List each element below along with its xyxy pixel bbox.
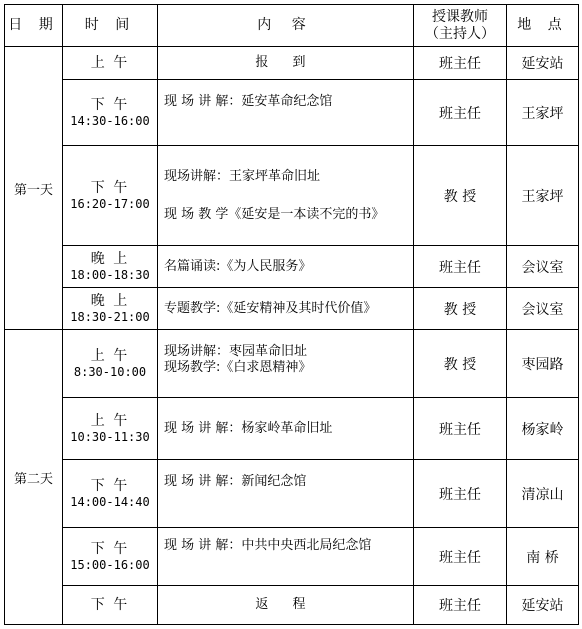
table-row: [5, 146, 579, 246]
content-line: 现场教学:《白求恩精神》: [164, 360, 312, 375]
table-row: [5, 288, 579, 330]
time-period: 下 午: [90, 179, 130, 196]
time-period: 下 午: [90, 477, 130, 494]
place-cell: 杨家岭: [507, 398, 579, 460]
table-row: [5, 460, 579, 528]
table-row: [5, 246, 579, 288]
time-period: 下 午: [90, 96, 130, 113]
content-line: 报 到: [255, 55, 316, 70]
content-line: 名篇诵读:《为人民服务》: [164, 258, 312, 274]
teacher-cell: 班主任: [414, 47, 507, 80]
header-place: 地 点: [507, 5, 579, 47]
time-cell: [63, 528, 158, 586]
teacher-cell: 班主任: [414, 528, 507, 586]
content-cell: [158, 460, 414, 528]
header-time: 时 间: [63, 5, 158, 47]
content-cell: [158, 330, 414, 398]
place-cell: 清凉山: [507, 460, 579, 528]
place-cell: 延安站: [507, 586, 579, 625]
time-range: 14:30-16:00: [70, 113, 150, 128]
time-cell: [63, 460, 158, 528]
time-range: 18:00-18:30: [70, 267, 150, 282]
time-period: 上 午: [90, 55, 130, 71]
teacher-cell: 班主任: [414, 460, 507, 528]
content-line: 现场讲解：王家坪革命旧址: [164, 168, 321, 184]
header-teacher-line1: 授课教师: [432, 8, 488, 25]
header-teacher: [414, 5, 507, 47]
time-cell: [63, 330, 158, 398]
content-cell: [158, 586, 414, 625]
time-period: 下 午: [90, 540, 130, 557]
content-line: 现场讲解：枣园革命旧址: [164, 344, 308, 359]
place-cell: 王家坪: [507, 146, 579, 246]
content-line: 专题教学:《延安精神及其时代价值》: [164, 300, 377, 316]
time-cell: [63, 146, 158, 246]
time-cell: [63, 246, 158, 288]
time-cell: [63, 288, 158, 330]
place-cell: 延安站: [507, 47, 579, 80]
time-cell: [63, 398, 158, 460]
teacher-cell: 教 授: [414, 288, 507, 330]
content-cell: [158, 246, 414, 288]
content-cell: [158, 288, 414, 330]
table-row: [5, 528, 579, 586]
table-row: [5, 398, 579, 460]
table-row: [5, 330, 579, 398]
day-label: 第一天: [5, 47, 63, 330]
teacher-cell: 教 授: [414, 146, 507, 246]
time-period: 上 午: [90, 412, 130, 429]
place-cell: 会议室: [507, 246, 579, 288]
time-range: 16:20-17:00: [70, 196, 150, 211]
teacher-cell: 班主任: [414, 246, 507, 288]
content-cell: [158, 47, 414, 80]
teacher-cell: 班主任: [414, 398, 507, 460]
content-cell: [158, 528, 414, 586]
content-line: 现 场 讲 解：延安革命纪念馆: [164, 94, 333, 109]
header-teacher-line2: （主持人）: [425, 25, 495, 42]
place-cell: 会议室: [507, 288, 579, 330]
content-line: 现 场 讲 解：杨家岭革命旧址: [164, 420, 333, 436]
teacher-cell: 班主任: [414, 586, 507, 625]
time-range: 18:30-21:00: [70, 309, 150, 324]
place-cell: 王家坪: [507, 80, 579, 146]
content-line: 现 场 教 学《延安是一本读不完的书》: [164, 206, 385, 222]
table-row: [5, 80, 579, 146]
time-range: 8:30-10:00: [73, 364, 147, 379]
place-cell: 枣园路: [507, 330, 579, 398]
header-day: 日 期: [5, 5, 63, 47]
teacher-cell: 班主任: [414, 80, 507, 146]
time-range: 15:00-16:00: [70, 557, 150, 572]
content-line: 现 场 讲 解：中共中央西北局纪念馆: [164, 538, 372, 553]
table-row: [5, 47, 579, 80]
content-cell: [158, 80, 414, 146]
content-cell: [158, 398, 414, 460]
time-cell: [63, 586, 158, 625]
time-period: 晚 上: [90, 250, 130, 267]
table-row: [5, 586, 579, 625]
teacher-cell: 教 授: [414, 330, 507, 398]
header-row: [5, 5, 579, 47]
time-range: 10:30-11:30: [70, 429, 150, 444]
time-cell: [63, 80, 158, 146]
time-period: 下 午: [90, 597, 130, 613]
time-period: 上 午: [90, 347, 130, 364]
schedule-table: [4, 4, 579, 625]
place-cell: 南 桥: [507, 528, 579, 586]
time-range: 14:00-14:40: [70, 494, 150, 509]
time-cell: [63, 47, 158, 80]
day-label: 第二天: [5, 330, 63, 625]
content-cell: [158, 146, 414, 246]
time-period: 晚 上: [90, 292, 130, 309]
content-line: 现 场 讲 解：新闻纪念馆: [164, 474, 307, 489]
content-line: 返 程: [255, 597, 316, 612]
header-content: 内 容: [158, 5, 414, 47]
